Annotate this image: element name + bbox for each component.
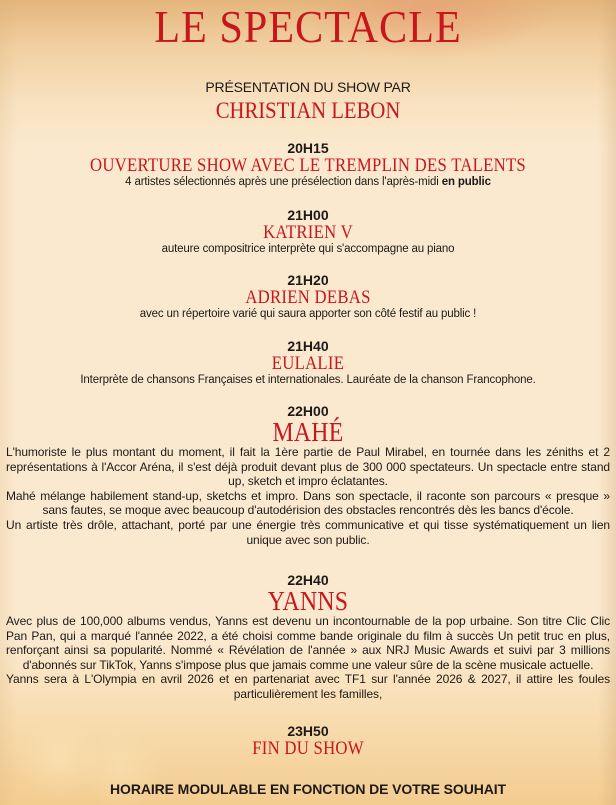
slot-title: ADRIEN DEBAS	[245, 287, 371, 308]
slot-title: EULALIE	[271, 353, 345, 374]
slot-description	[0, 176, 616, 189]
slot-title: MAHÉ	[272, 417, 344, 447]
slot-time: 22H40	[287, 572, 329, 588]
slot-paragraph: Un artiste très drôle, attachant, porté par une énergie très communicative et qui tisse systématiquement un lien unique avec son public.	[6, 517, 610, 547]
slot-description: auteure compositrice interprète qui s'accompagne au piano	[161, 243, 455, 255]
slot-time: 22H00	[287, 403, 329, 419]
schedule-slot-eulalie	[0, 338, 616, 387]
slot-title: KATRIEN V	[263, 222, 353, 243]
slot-time: 21H40	[287, 338, 329, 354]
slot-time: 20H15	[287, 140, 329, 156]
schedule-slot-adrien-debas	[0, 272, 616, 321]
presenter-label: PRÉSENTATION DU SHOW PAR	[205, 79, 411, 95]
slot-paragraph: L'humoriste le plus montant du moment, il fait la 1ère partie de Paul Mirabel, en tournée dans les zéniths et 2 représentations à l'Accor Aréna, il s'est déjà produit devant plus de 300 000 spectateurs. Un spectacle entre stand up, sketch et impro éclatantes.	[6, 445, 610, 489]
schedule-slot-yanns	[0, 572, 616, 702]
slot-paragraph: Avec plus de 100,000 albums vendus, Yanns est devenu un incontournable de la pop urbaine. Son titre Clic Clic Pan Pan, qui a marqué l'année 2022, a été choisi comme bande originale du film à succès Un petit truc en plus, renforçant ainsi sa popularité. Nommé « Révélation de l'année » aux NRJ Music Awards et suivi par 3 millions d'abonnés sur TikTok, Yanns s'impose plus que jamais comme une valeur sûre de la scène musicale actuelle.	[6, 614, 610, 672]
schedule-slot-tremplin	[0, 140, 616, 189]
slot-paragraph: Yanns sera à L'Olympia en avril 2026 et en partenariat avec TF1 sur l'année 2026 & 2027, il attire les foules particulièrement les familles,	[6, 672, 610, 701]
slot-title: FIN DU SHOW	[252, 738, 364, 759]
slot-time: 21H00	[287, 207, 329, 223]
page-title: LE SPECTACLE	[154, 1, 462, 52]
schedule-slot-katrien-v	[0, 207, 616, 256]
slot-description-text: 4 artistes sélectionnés après une présélection dans l'après-midi	[125, 176, 439, 188]
footer-note: HORAIRE MODULABLE EN FONCTION DE VOTRE SOUHAIT	[110, 781, 506, 797]
slot-description-bold: en public	[441, 176, 491, 188]
presenter-name: CHRISTIAN LEBON	[215, 98, 401, 123]
slot-time: 23H50	[287, 723, 329, 739]
slot-paragraph: Mahé mélange habilement stand-up, sketchs et impro. Dans son spectacle, il raconte son parcours « presque » sans fautes, se moque avec beaucoup d'autodérision des obstacles rencontrés dès les bancs d'école.	[6, 488, 610, 518]
schedule-slot-mahe	[0, 403, 616, 547]
schedule-slot-fin	[0, 723, 616, 759]
slot-title: YANNS	[267, 586, 349, 616]
slot-description: avec un répertoire varié qui saura apporter son côté festif au public !	[139, 308, 477, 320]
slot-description: Interprète de chansons Françaises et internationales. Lauréate de la chanson Francophone.	[80, 374, 536, 386]
slot-time: 21H20	[287, 272, 329, 288]
slot-title: OUVERTURE SHOW AVEC LE TREMPLIN DES TALENTS	[89, 155, 527, 176]
